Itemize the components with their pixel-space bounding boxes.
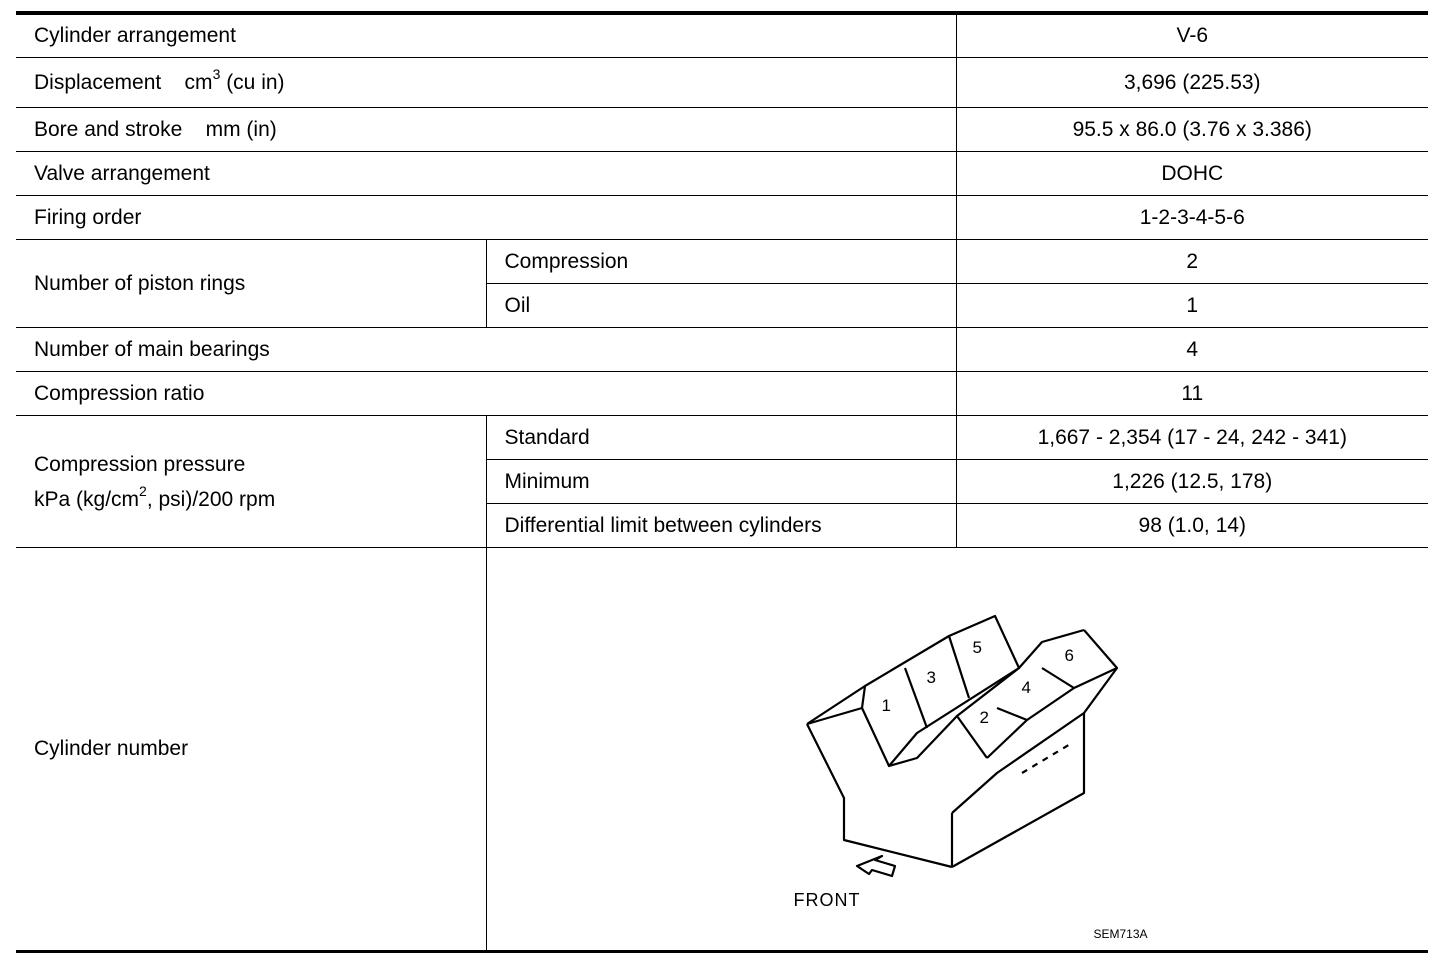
firing-order-value: 1-2-3-4-5-6 <box>956 196 1428 240</box>
cylinder-label-4: 4 <box>1021 678 1031 697</box>
row-valve-arrangement <box>16 152 1428 196</box>
engine-valley <box>889 630 1084 766</box>
displacement-label-sup: 3 <box>212 65 221 82</box>
piston-rings-label: Number of piston rings <box>16 240 486 328</box>
compression-pressure-line1: Compression pressure <box>34 452 246 476</box>
cylinder-label-3: 3 <box>926 668 936 687</box>
piston-rings-oil-label: Oil <box>486 284 956 328</box>
center-line <box>1022 743 1072 773</box>
displacement-label-text: Displacement cm <box>34 70 213 94</box>
main-bearings-label: Number of main bearings <box>16 328 956 372</box>
piston-rings-compression-label: Compression <box>486 240 956 284</box>
cylinder-arrangement-label: Cylinder arrangement <box>16 13 956 58</box>
row-cylinder-number <box>16 548 1428 952</box>
compression-pressure-unit-pre: kPa (kg/cm <box>34 487 140 511</box>
divider-3-5 <box>949 636 969 698</box>
bore-stroke-value: 95.5 x 86.0 (3.76 x 3.386) <box>956 108 1428 152</box>
front-label: FRONT <box>793 890 861 910</box>
cylinder-label-6: 6 <box>1064 646 1074 665</box>
cylinder-label-1: 1 <box>881 696 891 715</box>
compression-standard-label: Standard <box>486 416 956 460</box>
compression-ratio-value: 11 <box>956 372 1428 416</box>
compression-differential-label: Differential limit between cylinders <box>486 504 956 548</box>
piston-rings-oil-value: 1 <box>956 284 1428 328</box>
divider-1-3 <box>905 668 927 728</box>
cylinder-layout-figure-cell <box>486 548 1428 952</box>
bore-stroke-label: Bore and stroke mm (in) <box>16 108 956 152</box>
cylinder-number-label: Cylinder number <box>16 548 486 952</box>
compression-pressure-line2 <box>34 482 486 517</box>
valve-arrangement-label: Valve arrangement <box>16 152 956 196</box>
compression-pressure-label <box>16 416 486 548</box>
displacement-value: 3,696 (225.53) <box>956 58 1428 108</box>
compression-minimum-label: Minimum <box>486 460 956 504</box>
cylinder-label-5: 5 <box>972 638 982 657</box>
front-arrow-icon <box>857 856 895 876</box>
main-bearings-value: 4 <box>956 328 1428 372</box>
compression-minimum-value: 1,226 (12.5, 178) <box>956 460 1428 504</box>
right-bank-top-edge <box>987 668 1117 758</box>
displacement-label <box>16 58 956 108</box>
v6-engine-drawing <box>487 548 1427 950</box>
row-firing-order <box>16 196 1428 240</box>
firing-order-label: Firing order <box>16 196 956 240</box>
left-bank-head-edge <box>862 686 865 708</box>
divider-4-6 <box>1042 668 1074 688</box>
engine-spec-table <box>16 11 1428 953</box>
cylinder-label-2: 2 <box>979 708 989 727</box>
row-compression-standard <box>16 416 1428 460</box>
row-cylinder-arrangement <box>16 13 1428 58</box>
compression-standard-value: 1,667 - 2,354 (17 - 24, 242 - 341) <box>956 416 1428 460</box>
row-bore-stroke <box>16 108 1428 152</box>
row-compression-ratio <box>16 372 1428 416</box>
row-displacement <box>16 58 1428 108</box>
valve-arrangement-value: DOHC <box>956 152 1428 196</box>
figure-code: SEM713A <box>1093 927 1148 941</box>
compression-pressure-unit-post: , psi)/200 rpm <box>146 487 276 511</box>
cylinder-arrangement-value: V-6 <box>956 13 1428 58</box>
compression-ratio-label: Compression ratio <box>16 372 956 416</box>
cylinder-layout-figure <box>487 548 1429 950</box>
row-piston-rings-compression <box>16 240 1428 284</box>
compression-differential-value: 98 (1.0, 14) <box>956 504 1428 548</box>
divider-2-4 <box>997 708 1027 720</box>
piston-rings-compression-value: 2 <box>956 240 1428 284</box>
row-main-bearings <box>16 328 1428 372</box>
compression-pressure-unit-sup: 2 <box>139 482 147 499</box>
displacement-label-unit: (cu in) <box>220 70 285 94</box>
